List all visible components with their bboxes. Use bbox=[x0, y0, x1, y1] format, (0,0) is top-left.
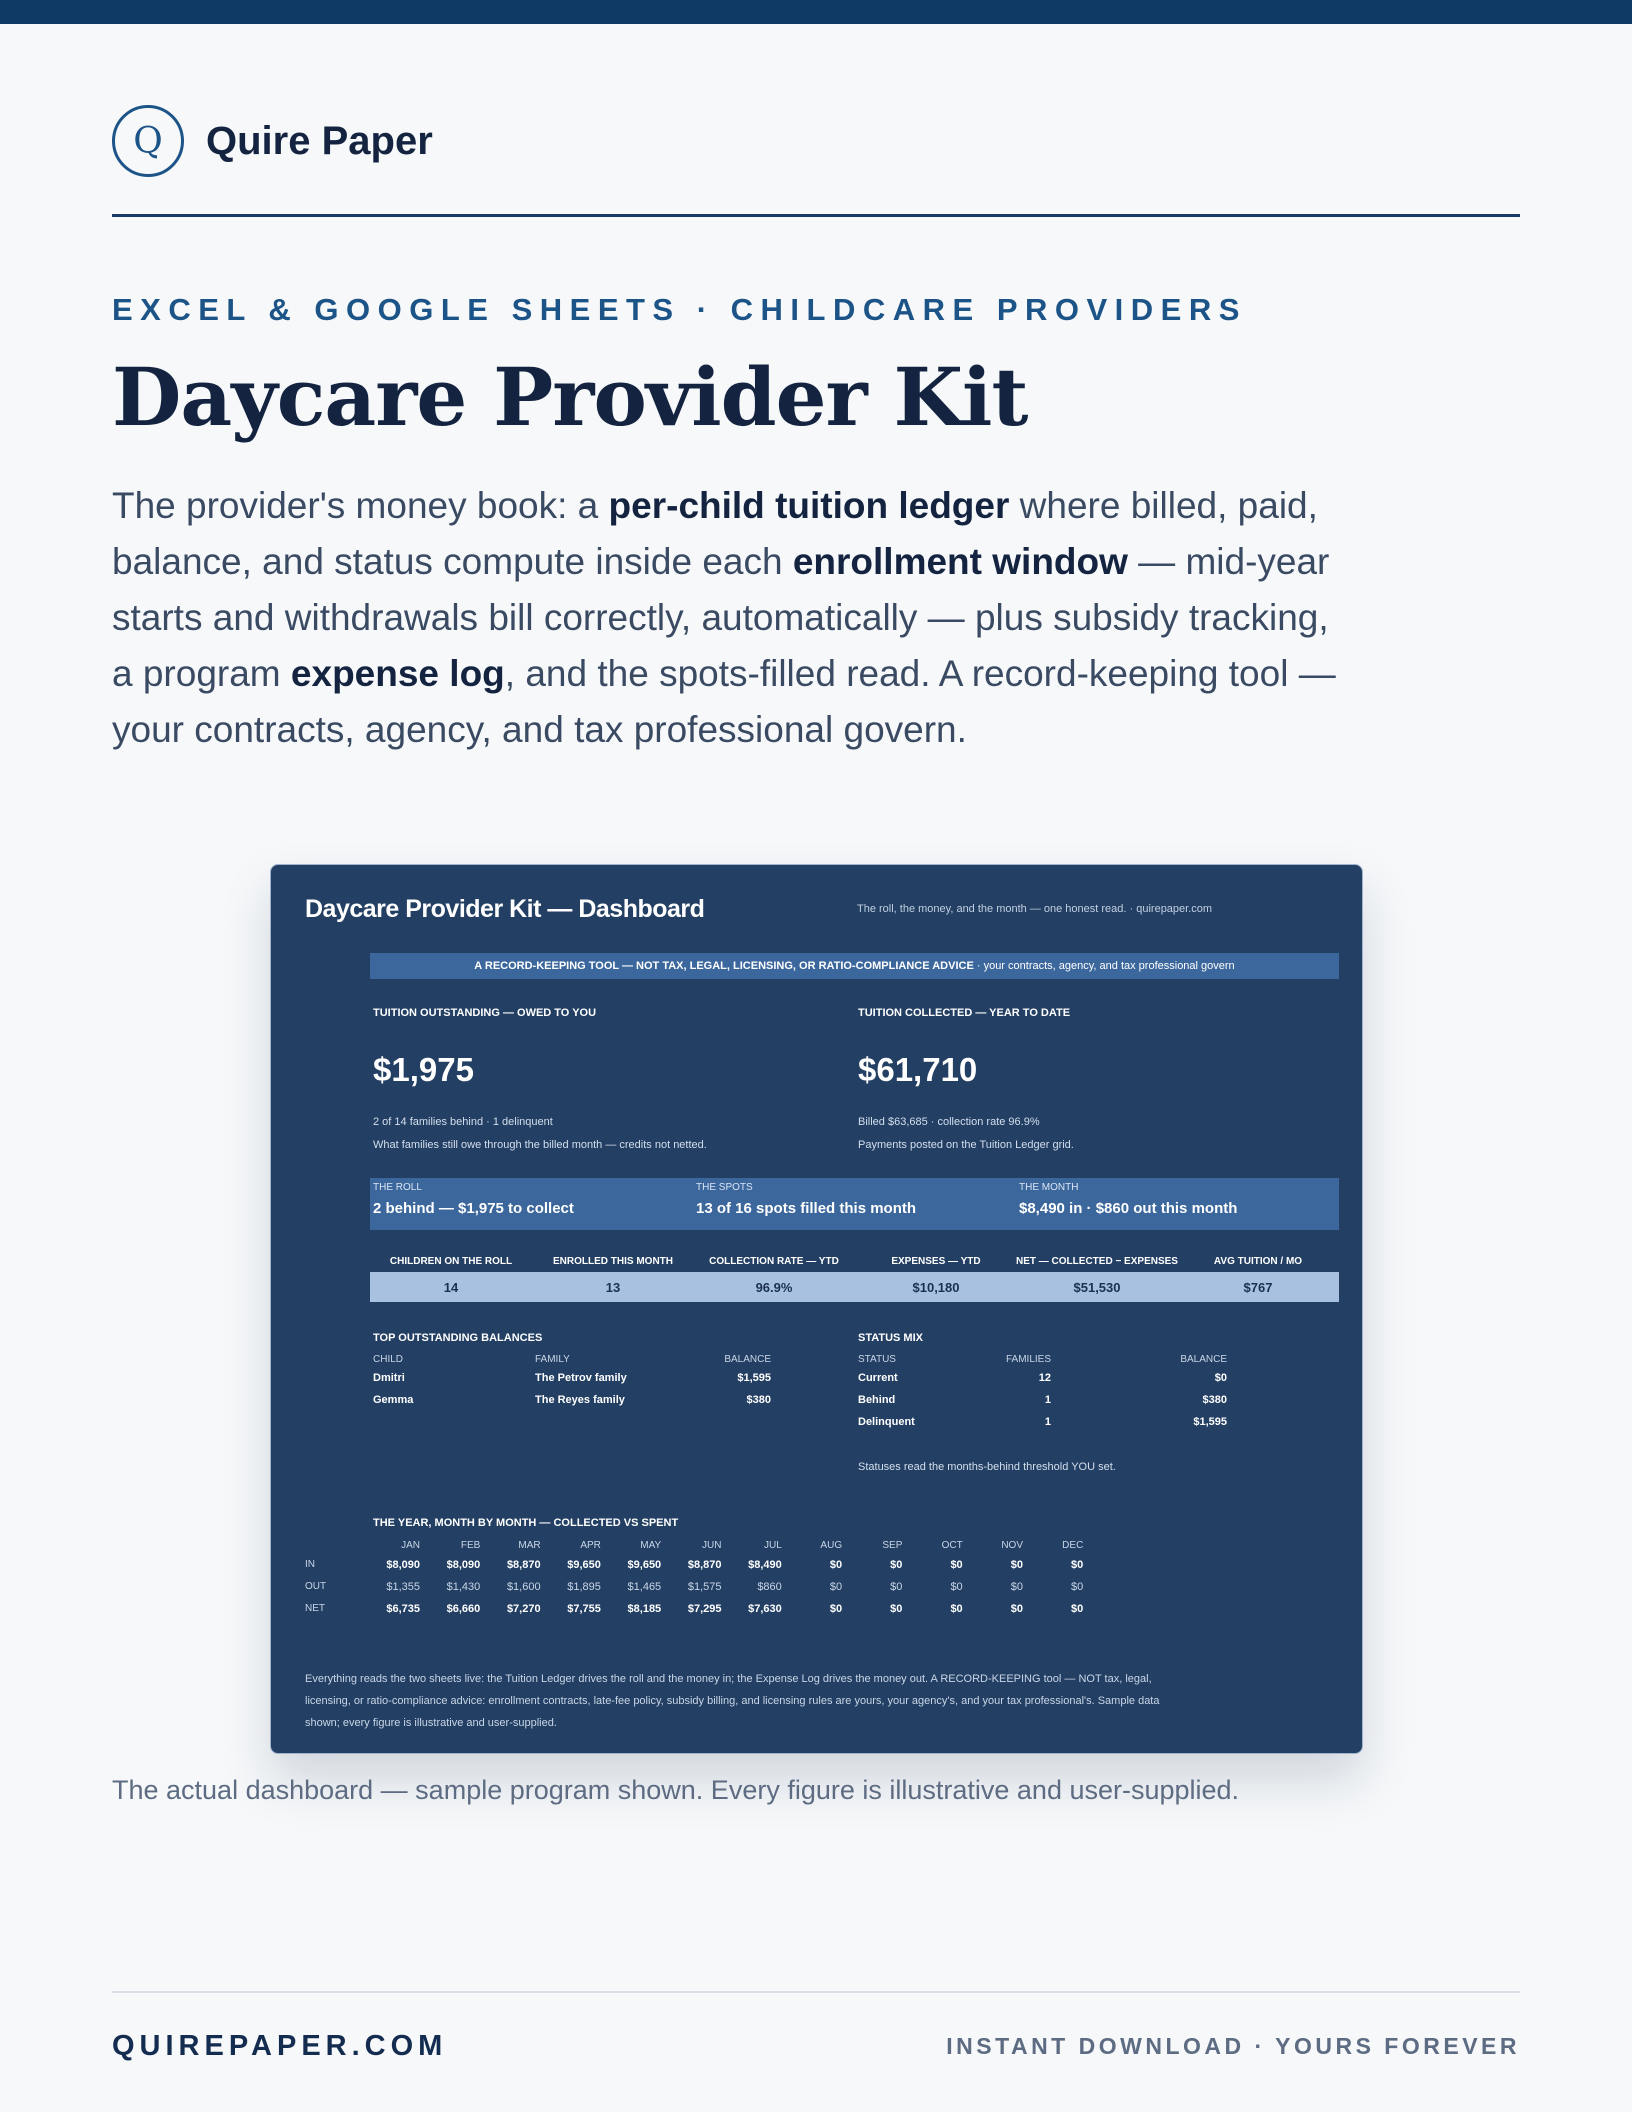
month-out-cell: $0 bbox=[829, 1581, 843, 1593]
month-header: DEC bbox=[1062, 1540, 1084, 1551]
table-cell: The Reyes family bbox=[535, 1394, 625, 1406]
table-header: FAMILY bbox=[535, 1354, 570, 1365]
month-net-cell: $0 bbox=[1010, 1603, 1023, 1615]
table-cell: The Petrov family bbox=[535, 1372, 627, 1384]
table-cell: Delinquent bbox=[858, 1416, 915, 1428]
month-out-cell: $1,575 bbox=[687, 1581, 722, 1593]
dashboard-screenshot bbox=[270, 864, 1363, 1754]
kpi-label: CHILDREN ON THE ROLL bbox=[389, 1256, 513, 1267]
collected-note: Billed $63,685 · collection rate 96.9% bbox=[858, 1116, 1040, 1128]
band-value: 2 behind — $1,975 to collect bbox=[373, 1200, 574, 1217]
month-net-cell: $7,270 bbox=[506, 1603, 541, 1615]
table-cell: $380 bbox=[1202, 1394, 1227, 1406]
disclaimer-banner: A RECORD-KEEPING TOOL — NOT TAX, LEGAL, LICENSING, OR RATIO-COMPLIANCE ADVICE · your contracts, agency, and tax professional govern bbox=[370, 953, 1339, 979]
status-mix-title: STATUS MIX bbox=[858, 1332, 923, 1344]
month-in-cell: $9,650 bbox=[567, 1559, 601, 1571]
month-net-cell: $7,755 bbox=[567, 1603, 601, 1615]
month-header: NOV bbox=[1001, 1540, 1023, 1551]
month-net-cell: $7,630 bbox=[748, 1603, 782, 1615]
band-value: $8,490 in · $860 out this month bbox=[1019, 1200, 1238, 1217]
month-in-cell: $8,490 bbox=[748, 1559, 782, 1571]
month-net-cell: $7,295 bbox=[687, 1603, 722, 1615]
month-in-cell: $8,870 bbox=[687, 1559, 722, 1571]
month-net-cell: $0 bbox=[950, 1603, 963, 1615]
month-in-cell: $8,090 bbox=[446, 1559, 481, 1571]
month-out-cell: $1,355 bbox=[386, 1581, 420, 1593]
footer-tagline: INSTANT DOWNLOAD · YOURS FOREVER bbox=[946, 2033, 1520, 2059]
top-accent-bar bbox=[0, 0, 1632, 24]
top-balances-title: TOP OUTSTANDING BALANCES bbox=[373, 1332, 543, 1344]
month-out-cell: $860 bbox=[757, 1581, 782, 1593]
table-cell: Dmitri bbox=[373, 1372, 405, 1384]
month-header: MAY bbox=[640, 1540, 662, 1551]
table-cell: $380 bbox=[746, 1394, 771, 1406]
table-cell: 1 bbox=[1044, 1416, 1051, 1428]
month-in-cell: $0 bbox=[1071, 1559, 1084, 1571]
table-cell: 1 bbox=[1044, 1394, 1051, 1406]
row-label: IN bbox=[305, 1559, 315, 1570]
kpi-value: 14 bbox=[443, 1280, 459, 1295]
month-net-cell: $0 bbox=[829, 1603, 843, 1615]
brand[interactable] bbox=[112, 105, 433, 177]
monthly-grid bbox=[271, 865, 1363, 1665]
kpi-label: AVG TUITION / MO bbox=[1213, 1256, 1303, 1267]
month-header: MAR bbox=[518, 1540, 541, 1551]
collected-label: TUITION COLLECTED — YEAR TO DATE bbox=[858, 1007, 1071, 1019]
month-in-cell: $0 bbox=[829, 1559, 843, 1571]
kpi-value: $767 bbox=[1243, 1280, 1273, 1295]
table-cell: Current bbox=[858, 1372, 898, 1384]
month-net-cell: $6,660 bbox=[446, 1603, 481, 1615]
month-in-cell: $8,090 bbox=[386, 1559, 420, 1571]
month-header: FEB bbox=[460, 1540, 481, 1551]
table-cell: $1,595 bbox=[737, 1372, 771, 1384]
page-title: Daycare Provider Kit bbox=[112, 350, 1028, 444]
kpi-value: $51,530 bbox=[1073, 1280, 1121, 1295]
kpi-label: COLLECTION RATE — YTD bbox=[709, 1256, 839, 1267]
outstanding-label: TUITION OUTSTANDING — OWED TO YOU bbox=[373, 1007, 597, 1019]
footer-site-link[interactable]: QUIREPAPER.COM bbox=[112, 2030, 448, 2062]
month-in-cell: $0 bbox=[950, 1559, 963, 1571]
eyebrow: EXCEL & GOOGLE SHEETS · CHILDCARE PROVIDERS bbox=[112, 292, 1247, 327]
month-header: JAN bbox=[401, 1540, 420, 1551]
month-in-cell: $0 bbox=[890, 1559, 903, 1571]
month-header: OCT bbox=[941, 1540, 963, 1551]
kpi-value: 13 bbox=[605, 1280, 621, 1295]
dashboard-title: Daycare Provider Kit — Dashboard bbox=[305, 895, 705, 923]
table-cell: Gemma bbox=[373, 1394, 414, 1406]
month-out-cell: $0 bbox=[1071, 1581, 1084, 1593]
footer-divider bbox=[112, 1991, 1520, 1993]
row-label: NET bbox=[305, 1603, 325, 1614]
month-out-cell: $0 bbox=[950, 1581, 963, 1593]
brand-name: Quire Paper bbox=[206, 118, 433, 163]
month-header: JUL bbox=[764, 1540, 782, 1551]
table-header: BALANCE bbox=[724, 1354, 771, 1365]
row-label: OUT bbox=[305, 1581, 327, 1592]
table-cell: $1,595 bbox=[1193, 1416, 1227, 1428]
collected-value: $61,710 bbox=[858, 1051, 978, 1088]
month-out-cell: $1,895 bbox=[567, 1581, 601, 1593]
month-out-cell: $0 bbox=[890, 1581, 903, 1593]
month-header: APR bbox=[580, 1540, 601, 1551]
status-note: Statuses read the months-behind threshold YOU set. bbox=[858, 1461, 1116, 1473]
screenshot-caption: The actual dashboard — sample program shown. Every figure is illustrative and user-supplied. bbox=[112, 1775, 1240, 1805]
month-in-cell: $8,870 bbox=[506, 1559, 541, 1571]
table-header: BALANCE bbox=[1180, 1354, 1227, 1365]
outstanding-note: 2 of 14 families behind · 1 delinquent bbox=[373, 1116, 553, 1128]
outstanding-value: $1,975 bbox=[373, 1051, 474, 1088]
table-cell: Behind bbox=[858, 1394, 896, 1406]
month-net-cell: $8,185 bbox=[627, 1603, 662, 1615]
month-net-cell: $0 bbox=[890, 1603, 903, 1615]
month-header: AUG bbox=[820, 1540, 843, 1551]
collected-note: Payments posted on the Tuition Ledger grid. bbox=[858, 1139, 1074, 1151]
dashboard-footnote: Everything reads the two sheets live: the Tuition Ledger drives the roll and the money in; the Expense Log drives the money out. A RECORD-KEEPING tool — NOT tax, legal, licensing, or ratio-compliance advice: enrollment contracts, late-fee policy, subsidy billing, and licensing rules are yours, your agency's, and your tax professional's. Sample data shown; every figure is illustrative and user-supplied. bbox=[305, 1673, 1160, 1729]
table-header: STATUS bbox=[858, 1354, 896, 1365]
month-header: SEP bbox=[882, 1540, 903, 1551]
month-out-cell: $0 bbox=[1010, 1581, 1023, 1593]
header-divider bbox=[112, 214, 1520, 217]
kpi-value: 96.9% bbox=[755, 1280, 793, 1295]
outstanding-note: What families still owe through the billed month — credits not netted. bbox=[373, 1139, 707, 1151]
kpi-value: $10,180 bbox=[912, 1280, 960, 1295]
month-net-cell: $6,735 bbox=[386, 1603, 420, 1615]
month-in-cell: $0 bbox=[1010, 1559, 1023, 1571]
table-header: FAMILIES bbox=[1005, 1354, 1051, 1365]
month-out-cell: $1,430 bbox=[446, 1581, 481, 1593]
table-header: CHILD bbox=[373, 1354, 404, 1365]
year-title: THE YEAR, MONTH BY MONTH — COLLECTED VS SPENT bbox=[373, 1517, 679, 1529]
month-out-cell: $1,600 bbox=[506, 1581, 541, 1593]
table-cell: 12 bbox=[1038, 1372, 1051, 1384]
month-in-cell: $9,650 bbox=[627, 1559, 662, 1571]
dashboard-tagline: The roll, the money, and the month — one honest read. · quirepaper.com bbox=[857, 903, 1213, 915]
month-header: JUN bbox=[702, 1540, 722, 1551]
table-cell: $0 bbox=[1214, 1372, 1227, 1384]
kpi-label: EXPENSES — YTD bbox=[891, 1256, 981, 1267]
band-label: THE ROLL bbox=[373, 1182, 422, 1193]
quire-logo-icon: Q bbox=[112, 105, 184, 177]
lede: The provider's money book: a per-child tuition ledger where billed, paid, balance, and status compute inside each enrollment window — mid-year starts and withdrawals bill correctly, automatically — plus subsidy tracking, a program expense log, and the spots-filled read. A record-keeping tool — your contracts, agency, and tax professional govern. bbox=[112, 485, 1336, 750]
band-label: THE SPOTS bbox=[696, 1182, 753, 1193]
kpi-label: ENROLLED THIS MONTH bbox=[553, 1256, 673, 1267]
kpi-label: NET — COLLECTED − EXPENSES bbox=[1016, 1256, 1178, 1267]
month-net-cell: $0 bbox=[1071, 1603, 1084, 1615]
month-out-cell: $1,465 bbox=[627, 1581, 662, 1593]
band-label: THE MONTH bbox=[1019, 1182, 1079, 1193]
band-value: 13 of 16 spots filled this month bbox=[696, 1200, 917, 1217]
